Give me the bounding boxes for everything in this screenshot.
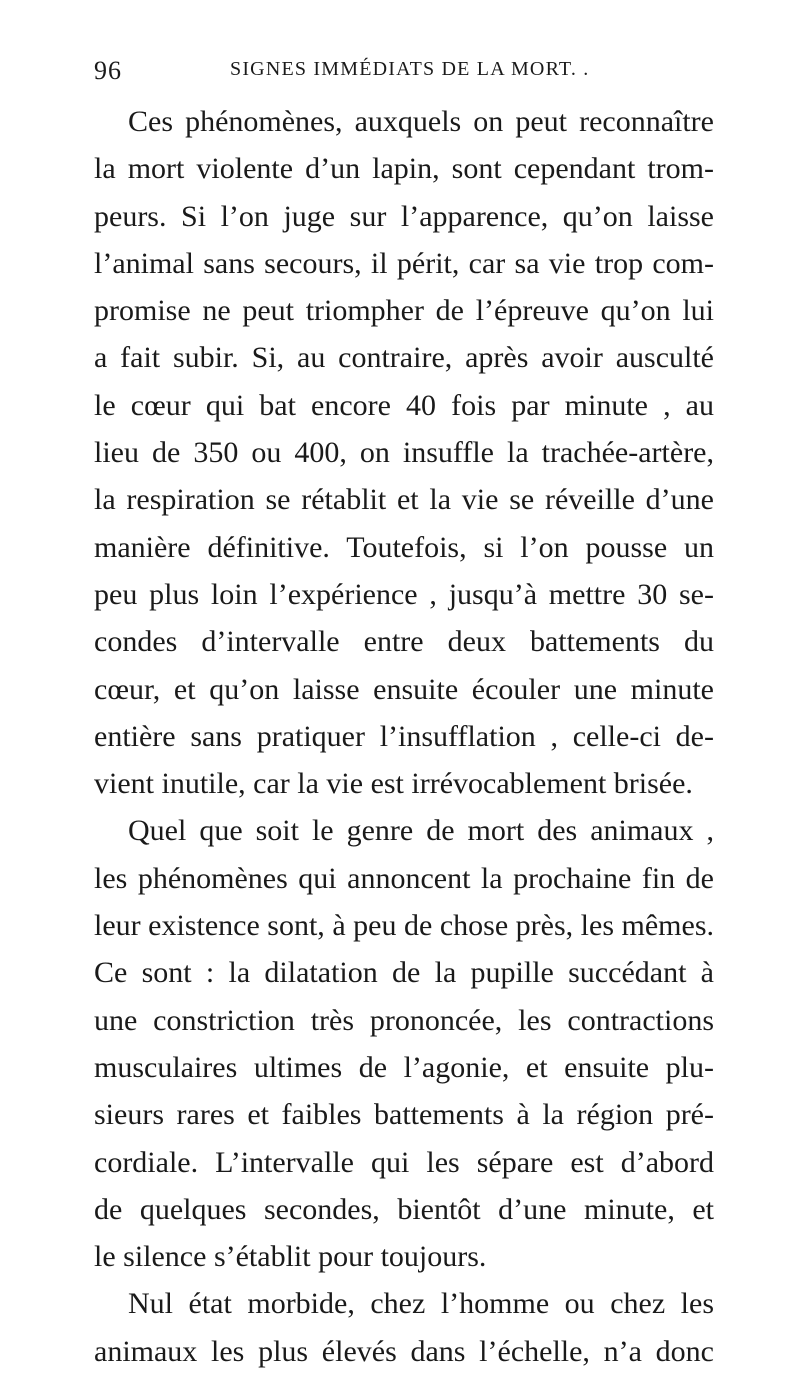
text-line: manière définitive. Toutefois, si l’on pousse un: [94, 530, 714, 564]
text-line: les phénomènes qui annoncent la prochaine fin de: [94, 861, 714, 895]
text-line: cœur, et qu’on laisse ensuite écouler une minute: [94, 672, 714, 706]
text-line: lieu de 350 ou 400, on insuffle la trachée-artère,: [94, 436, 714, 470]
page-number: 96: [94, 56, 122, 85]
text-line: sieurs rares et faibles battements à la région pré-: [94, 1098, 714, 1132]
text-line: peu plus loin l’expérience , jusqu’à mettre 30 se-: [94, 577, 714, 611]
running-title: SIGNES IMMÉDIATS DE LA MORT. .: [230, 58, 590, 80]
text-line: promise ne peut triompher de l’épreuve qu’on lui: [94, 294, 714, 328]
text-line: de quelques secondes, bientôt d’une minute, et: [94, 1192, 714, 1226]
text-line: le silence s’établit pour toujours.: [94, 1240, 487, 1274]
text-line: Ce sont : la dilatation de la pupille succédant à: [94, 956, 714, 990]
running-head: [94, 56, 714, 86]
text-line: peurs. Si l’on juge sur l’apparence, qu’on laisse: [94, 199, 714, 233]
text-line: la respiration se rétablit et la vie se réveille d’une: [94, 483, 714, 517]
text-line: entière sans pratiquer l’insufflation , celle-ci de-: [94, 719, 714, 753]
text-line: Nul état morbide, chez l’homme ou chez les: [128, 1287, 714, 1321]
text-line: l’animal sans secours, il périt, car sa vie trop com-: [94, 246, 714, 280]
body-text: [94, 98, 714, 1375]
text-line: animaux les plus élevés dans l’échelle, n’a donc: [94, 1334, 714, 1368]
text-line: Ces phénomènes, auxquels on peut reconnaître: [128, 105, 714, 138]
text-line: condes d’intervalle entre deux battements du: [94, 625, 714, 659]
text-line: le cœur qui bat encore 40 fois par minute , au: [94, 388, 714, 422]
text-line: la mort violente d’un lapin, sont cependant trom-: [94, 152, 714, 186]
text-line: une constriction très prononcée, les contractions: [94, 1003, 714, 1037]
text-line: vient inutile, car la vie est irrévocablement brisée.: [94, 767, 693, 801]
text-line: Quel que soit le genre de mort des animaux ,: [128, 814, 714, 848]
text-line: cordiale. L’intervalle qui les sépare est d’abord: [94, 1145, 714, 1179]
text-line: leur existence sont, à peu de chose près, les mêmes.: [94, 909, 714, 943]
text-line: musculaires ultimes de l’agonie, et ensuite plu-: [94, 1050, 714, 1084]
text-line: a fait subir. Si, au contraire, après avoir ausculté: [94, 341, 714, 375]
